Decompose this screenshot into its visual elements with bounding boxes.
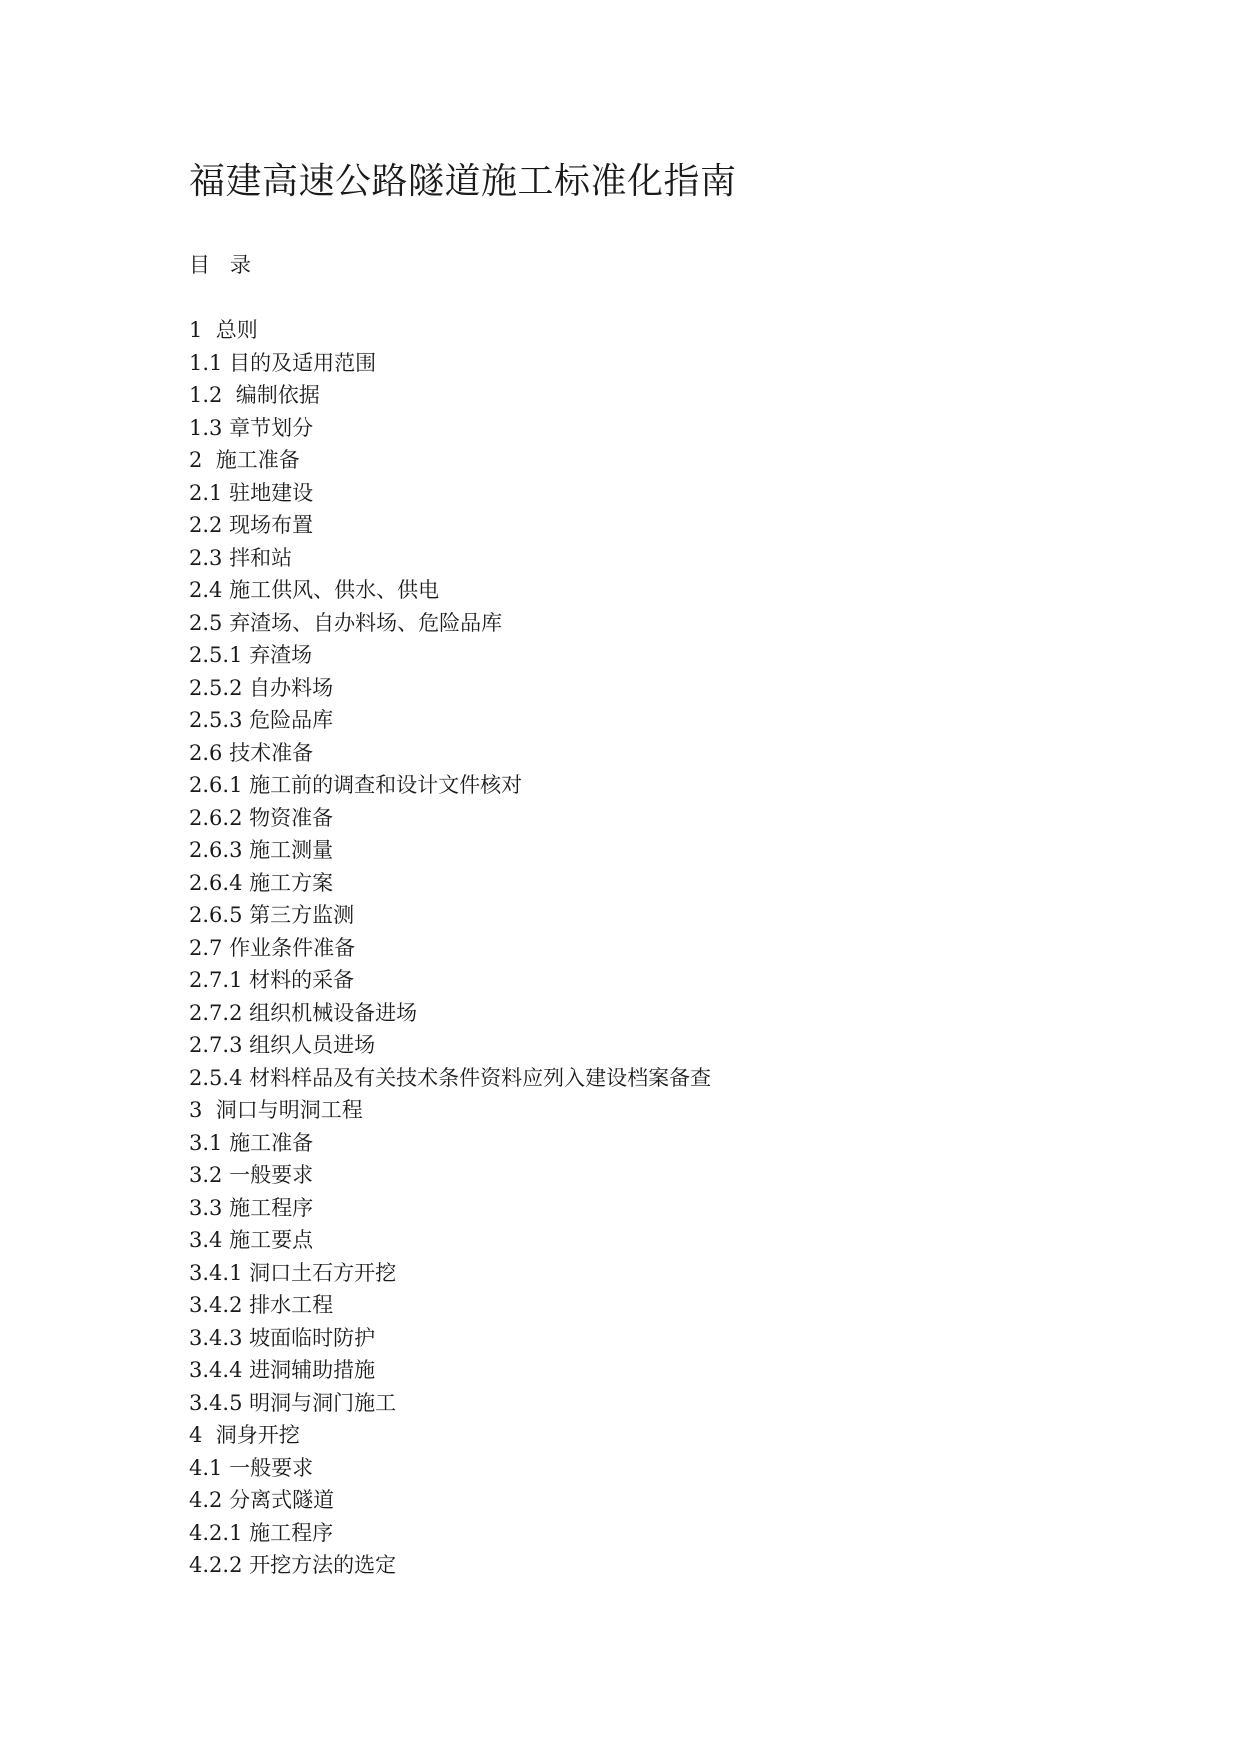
table-of-contents: [189, 314, 711, 1582]
toc-item: 2.4 施工供风、供水、供电: [189, 578, 440, 602]
toc-item: 1 总则: [189, 318, 258, 342]
toc-item: 2.5.4 材料样品及有关技术条件资料应列入建设档案备查: [189, 1065, 712, 1090]
toc-item: 4.2 分离式隧道: [189, 1488, 335, 1512]
toc-item: 1.2 编制依据: [189, 383, 320, 407]
toc-item: 2.5 弃渣场、自办料场、危险品库: [189, 610, 503, 635]
toc-item: 2.5.1 弃渣场: [189, 643, 313, 667]
toc-item: 4 洞身开挖: [189, 1423, 300, 1447]
toc-heading: 目 录: [189, 253, 252, 277]
toc-item: 4.1 一般要求: [189, 1455, 314, 1480]
toc-item: 2.5.3 危险品库: [189, 708, 334, 732]
toc-item: 1.1 目的及适用范围: [189, 350, 377, 375]
toc-item: 2.3 拌和站: [189, 545, 293, 570]
toc-item: 2.6 技术准备: [189, 740, 314, 765]
toc-item: 3.4.2 排水工程: [189, 1293, 334, 1317]
toc-item: 3.3 施工程序: [189, 1195, 314, 1220]
toc-item: 3.4.3 坡面临时防护: [189, 1325, 376, 1350]
toc-item: 2.7.3 组织人员进场: [189, 1033, 376, 1057]
toc-item: 3.2 一般要求: [189, 1163, 314, 1187]
toc-item: 2.7.1 材料的采备: [189, 968, 355, 992]
toc-item: 2.6.1 施工前的调查和设计文件核对: [189, 773, 523, 797]
toc-item: 3.4 施工要点: [189, 1228, 314, 1252]
toc-item: 3 洞口与明洞工程: [189, 1098, 363, 1122]
toc-item: 2 施工准备: [189, 448, 300, 472]
toc-item: 2.7.2 组织机械设备进场: [189, 1000, 418, 1025]
toc-item: 2.6.2 物资准备: [189, 805, 334, 830]
document-title: 福建高速公路隧道施工标准化指南: [189, 161, 737, 202]
toc-item: 3.4.4 进洞辅助措施: [189, 1358, 376, 1382]
toc-item: 2.7 作业条件准备: [189, 935, 356, 960]
toc-item: 2.2 现场布置: [189, 513, 314, 537]
toc-item: 2.6.4 施工方案: [189, 870, 334, 895]
toc-item: 4.2.1 施工程序: [189, 1520, 334, 1545]
toc-item: 4.2.2 开挖方法的选定: [189, 1553, 397, 1577]
toc-item: 3.4.5 明洞与洞门施工: [189, 1390, 397, 1415]
toc-item: 2.6.3 施工测量: [189, 838, 334, 862]
toc-item: 2.5.2 自办料场: [189, 675, 334, 700]
toc-item: 3.1 施工准备: [189, 1130, 314, 1155]
toc-item: 1.3 章节划分: [189, 415, 314, 440]
toc-item: 2.6.5 第三方监测: [189, 903, 355, 927]
toc-item: 2.1 驻地建设: [189, 480, 314, 505]
toc-item: 3.4.1 洞口土石方开挖: [189, 1260, 397, 1285]
